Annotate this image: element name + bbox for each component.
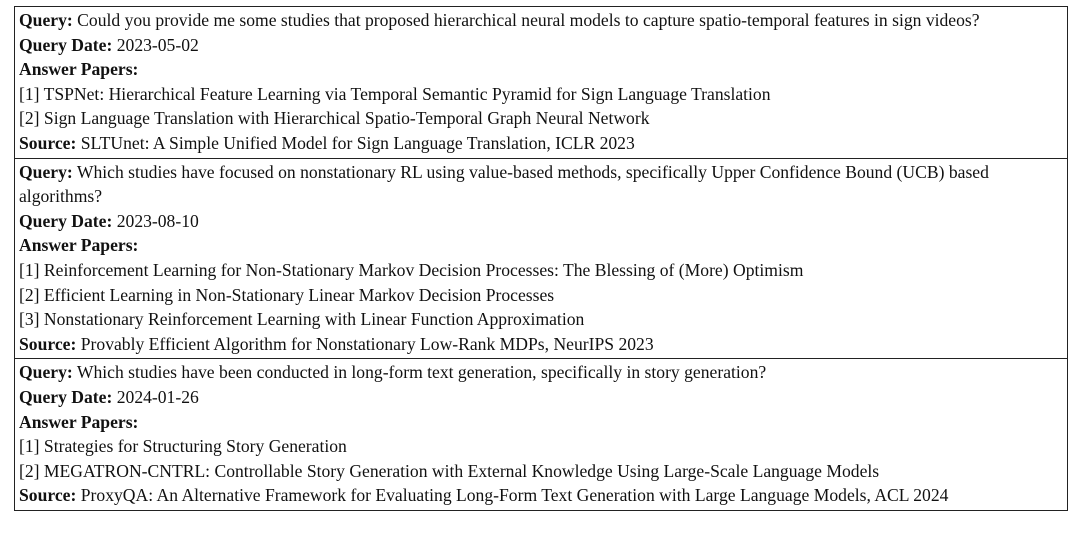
query-examples-table	[14, 6, 1068, 511]
query-entry	[15, 158, 1067, 359]
answer-paper: [2] Efficient Learning in Non-Stationary Linear Markov Decision Processes	[19, 284, 555, 305]
answer-paper: [2] Sign Language Translation with Hierarchical Spatio-Temporal Graph Neural Network	[19, 108, 650, 129]
source-text: SLTUnet: A Simple Unified Model for Sign Language Translation, ICLR 2023	[80, 132, 635, 153]
source-text: ProxyQA: An Alternative Framework for Evaluating Long-Form Text Generation with Large Language Models, ACL 2024	[80, 485, 949, 506]
query-entry	[15, 7, 1067, 158]
answer-paper: [3] Nonstationary Reinforcement Learning with Linear Function Approximation	[19, 309, 585, 330]
query-date-line	[19, 209, 1067, 234]
query-date-label: Query Date:	[19, 210, 113, 231]
source-line	[19, 332, 1067, 357]
answer-papers-line	[19, 233, 1067, 258]
query-text: Which studies have been conducted in long-form text generation, specifically in story generation?	[76, 362, 767, 383]
source-label: Source:	[19, 132, 77, 153]
query-date-label: Query Date:	[19, 34, 113, 55]
answer-paper: [2] MEGATRON-CNTRL: Controllable Story Generation with External Knowledge Using Large-Scale Language Models	[19, 460, 880, 481]
query-text: Which studies have focused on nonstationary RL using value-based methods, specifically Upper Confidence Bound (UCB) based algorithms?	[19, 161, 989, 207]
answer-paper: [1] Reinforcement Learning for Non-Stationary Markov Decision Processes: The Blessing of (More) Optimism	[19, 259, 804, 280]
query-date-value: 2023-05-02	[116, 34, 199, 55]
query-date-line	[19, 33, 1067, 58]
source-line	[19, 483, 1067, 508]
answer-papers-label: Answer Papers:	[19, 235, 139, 256]
query-date-line	[19, 385, 1067, 410]
answer-papers-label: Answer Papers:	[19, 59, 139, 80]
answer-papers-line	[19, 410, 1067, 435]
source-label: Source:	[19, 485, 77, 506]
query-line	[19, 8, 1067, 33]
query-entry	[15, 358, 1067, 510]
answer-papers-label: Answer Papers:	[19, 411, 139, 432]
query-label: Query:	[19, 161, 73, 182]
source-label: Source:	[19, 333, 77, 354]
query-line	[19, 360, 1067, 385]
answer-papers-line	[19, 57, 1067, 82]
answer-paper: [1] TSPNet: Hierarchical Feature Learning via Temporal Semantic Pyramid for Sign Language Translation	[19, 83, 771, 104]
query-date-value: 2023-08-10	[116, 210, 199, 231]
source-text: Provably Efficient Algorithm for Nonstationary Low-Rank MDPs, NeurIPS 2023	[80, 333, 654, 354]
query-date-label: Query Date:	[19, 386, 113, 407]
query-label: Query:	[19, 10, 73, 30]
query-label: Query:	[19, 362, 73, 383]
query-line	[19, 160, 1067, 209]
source-line	[19, 131, 1067, 156]
query-date-value: 2024-01-26	[116, 386, 199, 407]
query-text: Could you provide me some studies that proposed hierarchical neural models to capture spatio-temporal features in sign videos?	[77, 10, 980, 30]
answer-paper: [1] Strategies for Structuring Story Generation	[19, 436, 347, 457]
